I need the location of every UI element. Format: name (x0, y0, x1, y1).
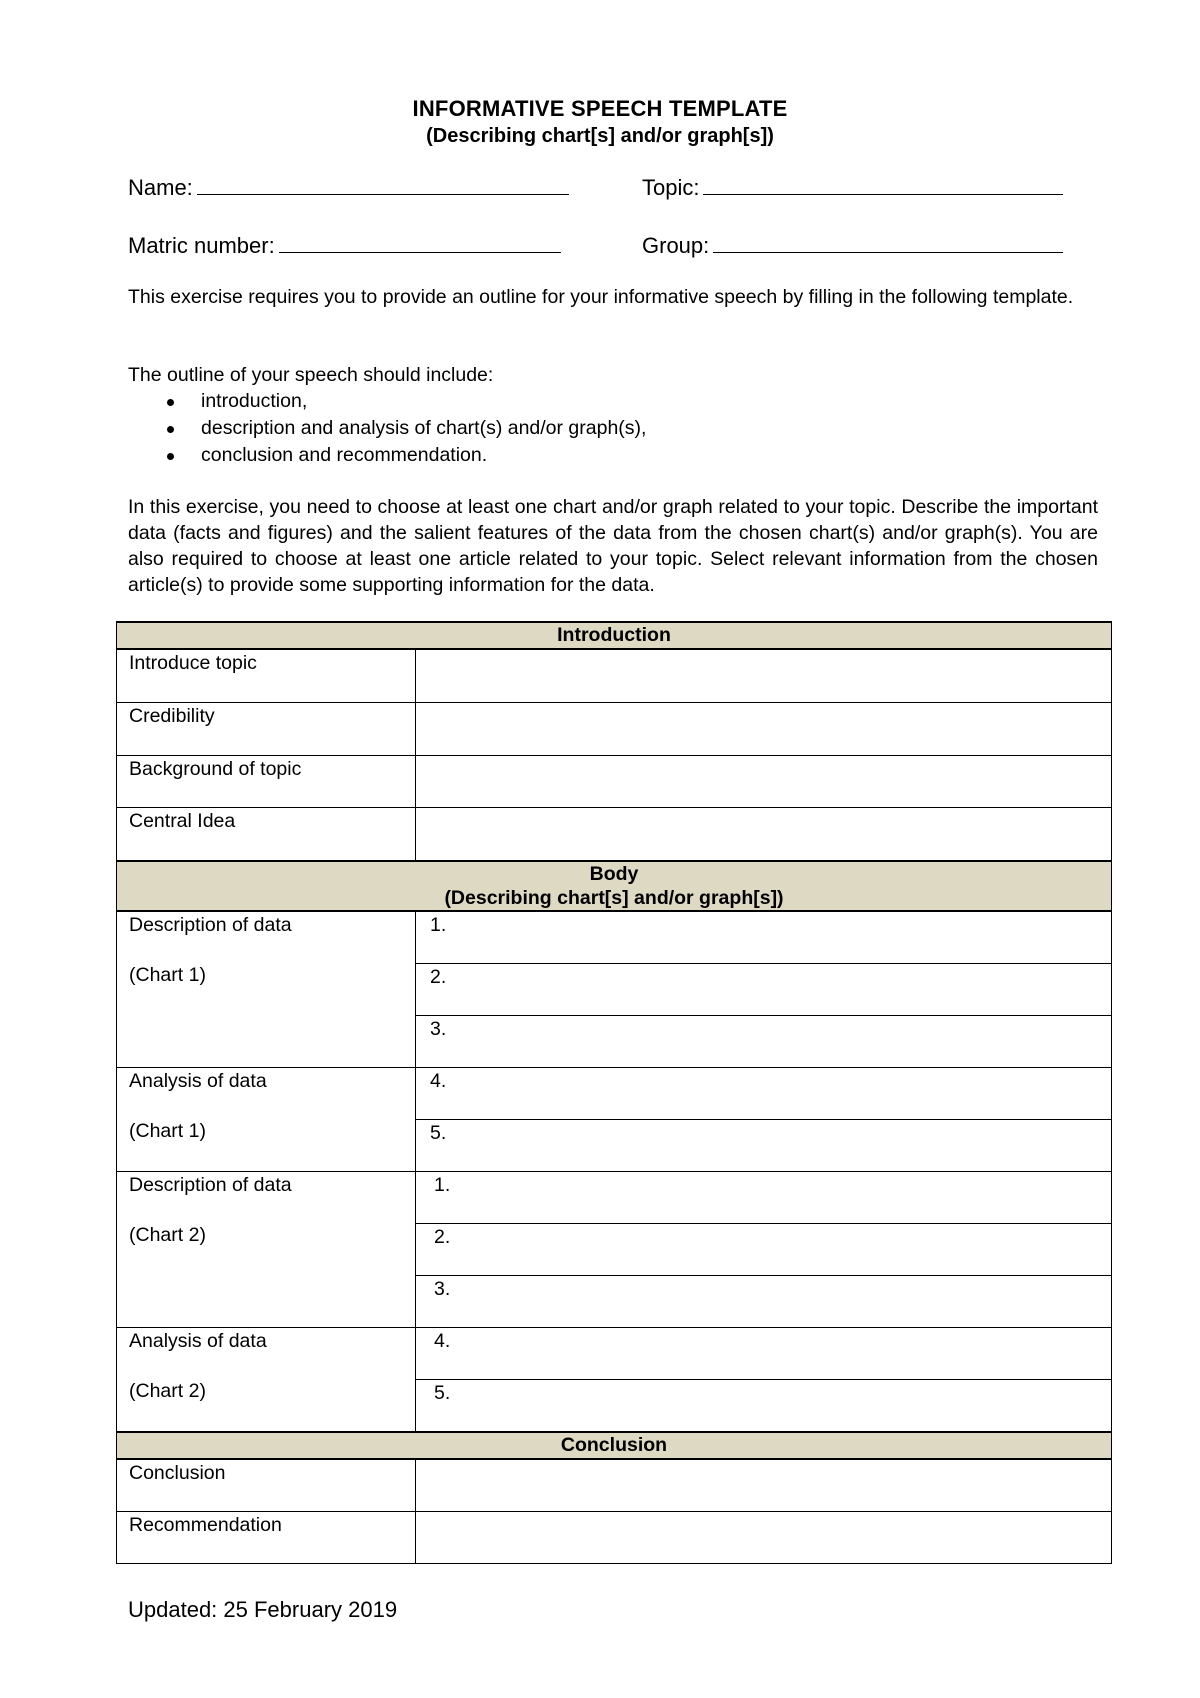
answer-cell[interactable] (416, 703, 1112, 756)
table-row (117, 1459, 1112, 1512)
name-label: Name: (128, 175, 193, 200)
updated-date: Updated: 25 February 2019 (128, 1597, 398, 1622)
list-item: introduction, (128, 388, 646, 415)
row-label-analysis-chart-2 (117, 1328, 416, 1433)
list-item: description and analysis of chart(s) and/or graph(s), (128, 415, 646, 442)
matric-number-blank-line[interactable] (279, 234, 561, 253)
numbered-answer-cell[interactable]: 3. (416, 1016, 1112, 1068)
row-sublabel: (Chart 1) (129, 1120, 206, 1142)
table-row (117, 703, 1112, 756)
numbered-answer-cell[interactable]: 1. (416, 911, 1112, 964)
table-row (117, 756, 1112, 808)
numbered-answer-cell[interactable]: 5. (416, 1380, 1112, 1433)
table-row (117, 1328, 1112, 1380)
group-field[interactable] (642, 233, 1063, 259)
table-row (117, 808, 1112, 862)
numbered-answer-cell[interactable]: 1. (416, 1172, 1112, 1224)
row-label-background-of-topic: Background of topic (117, 756, 416, 808)
instructions-paragraph: In this exercise, you need to choose at least one chart and/or graph related to your topic. Describe the important data (facts and figures) and the salient features of the data from the chosen chart(s) and/or graph(s). You are also required to choose at least one article related to your topic. Select relevant information from the chosen article(s) to provide some supporting information for the data. (128, 496, 1098, 596)
row-label: Analysis of data (129, 1070, 267, 1092)
table-row (117, 1172, 1112, 1224)
numbered-answer-cell[interactable]: 5. (416, 1120, 1112, 1172)
list-item: conclusion and recommendation. (128, 442, 646, 469)
outline-list (128, 388, 646, 469)
group-label: Group: (642, 233, 710, 258)
topic-field[interactable] (642, 175, 1063, 201)
numbered-answer-cell[interactable]: 2. (416, 964, 1112, 1016)
matric-number-field[interactable] (128, 233, 561, 259)
row-sublabel: (Chart 2) (129, 1224, 206, 1246)
row-label: Description of data (129, 1174, 292, 1196)
name-blank-line[interactable] (197, 176, 569, 195)
row-sublabel: (Chart 1) (129, 964, 206, 986)
document-subtitle: (Describing chart[s] and/or graph[s]) (426, 125, 774, 147)
row-label: Description of data (129, 914, 292, 936)
row-label-credibility: Credibility (117, 703, 416, 756)
speech-outline-table (116, 621, 1112, 1564)
table-row (117, 649, 1112, 703)
numbered-answer-cell[interactable]: 4. (416, 1328, 1112, 1380)
name-field[interactable] (128, 175, 569, 201)
row-label-recommendation: Recommendation (117, 1512, 416, 1564)
row-label-analysis-chart-1 (117, 1068, 416, 1172)
row-label-description-chart-1 (117, 911, 416, 1068)
outline-lead: The outline of your speech should include: (128, 364, 494, 386)
numbered-answer-cell[interactable]: 3. (416, 1276, 1112, 1328)
answer-cell[interactable] (416, 649, 1112, 703)
answer-cell[interactable] (416, 808, 1112, 862)
row-label: Analysis of data (129, 1330, 267, 1352)
table-row (117, 1068, 1112, 1120)
row-label-introduce-topic: Introduce topic (117, 649, 416, 703)
numbered-answer-cell[interactable]: 2. (416, 1224, 1112, 1276)
topic-blank-line[interactable] (703, 176, 1063, 195)
table-row (117, 911, 1112, 964)
answer-cell[interactable] (416, 756, 1112, 808)
answer-cell[interactable] (416, 1512, 1112, 1564)
body-subheading: (Describing chart[s] and/or graph[s]) (444, 887, 784, 909)
body-heading: Body (589, 863, 639, 885)
numbered-answer-cell[interactable]: 4. (416, 1068, 1112, 1120)
table-row (117, 1512, 1112, 1564)
body-heading-cell (117, 861, 1112, 911)
row-sublabel: (Chart 2) (129, 1380, 206, 1402)
conclusion-heading: Conclusion (117, 1432, 1112, 1459)
group-blank-line[interactable] (713, 234, 1063, 253)
document-title: INFORMATIVE SPEECH TEMPLATE (412, 96, 788, 121)
answer-cell[interactable] (416, 1459, 1112, 1512)
row-label-description-chart-2 (117, 1172, 416, 1328)
topic-label: Topic: (642, 175, 700, 200)
row-label-central-idea: Central Idea (117, 808, 416, 862)
row-label-conclusion: Conclusion (117, 1459, 416, 1512)
matric-number-label: Matric number: (128, 233, 275, 258)
intro-paragraph: This exercise requires you to provide an outline for your informative speech by filling in the following template. (128, 286, 1074, 308)
introduction-heading: Introduction (117, 622, 1112, 649)
